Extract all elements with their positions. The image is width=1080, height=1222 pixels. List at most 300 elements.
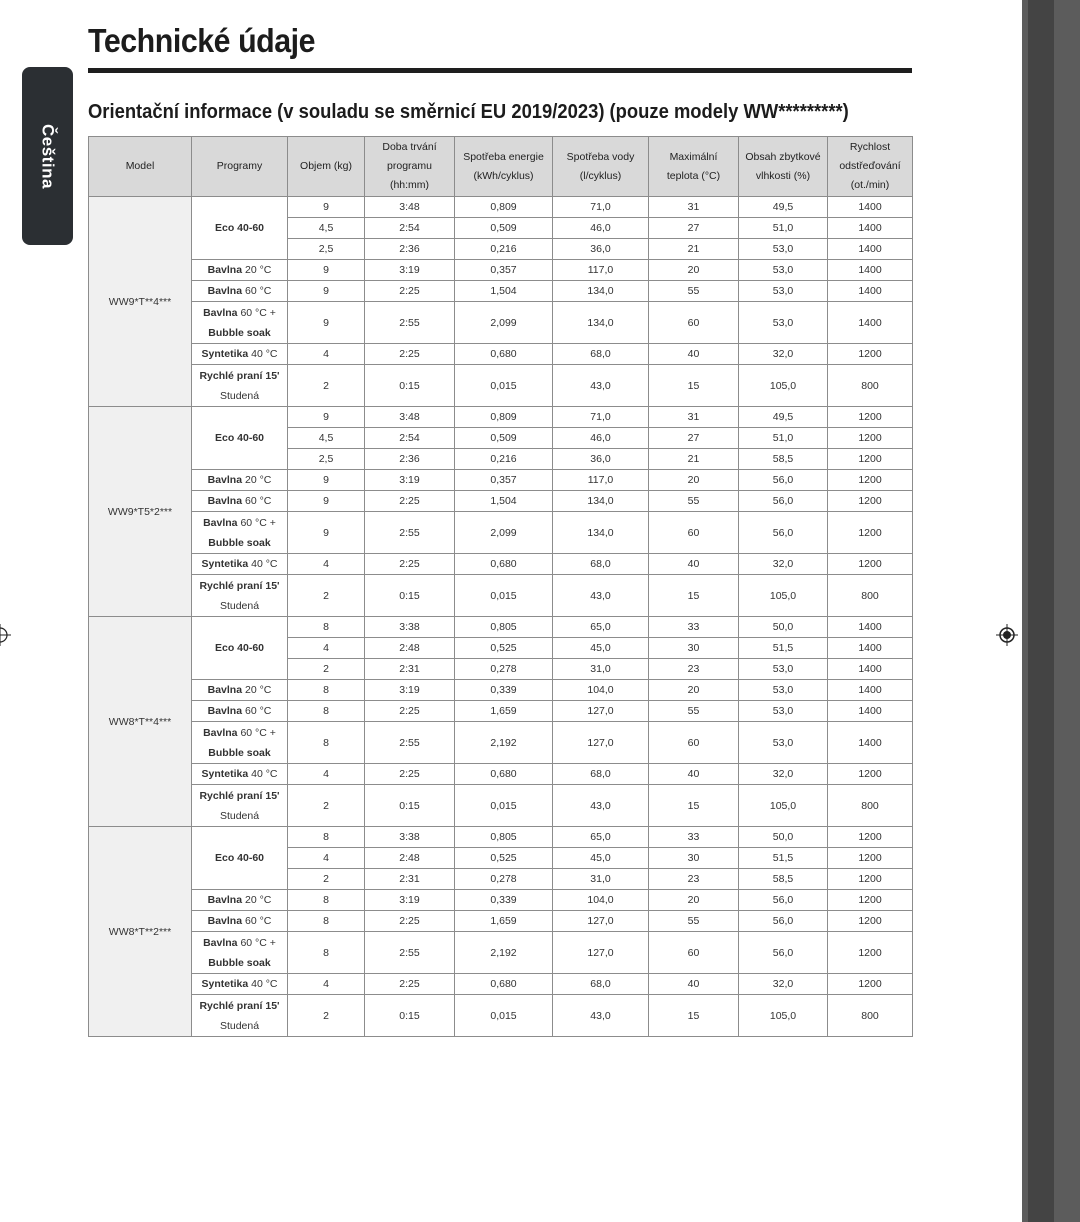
cell-temp: 15 [649, 575, 739, 617]
program-text: 60 °C + [240, 726, 276, 739]
cell-energy: 0,015 [455, 365, 553, 407]
cell-dur: 2:48 [365, 848, 455, 869]
program-cell-synthetic [192, 344, 288, 365]
cell-moist: 53,0 [739, 239, 828, 260]
cell-temp: 55 [649, 911, 739, 932]
cell-dur: 2:55 [365, 722, 455, 764]
section-subtitle: Orientační informace (v souladu se směrnicí EU 2019/2023) (pouze modely WW*********) [88, 101, 849, 123]
program-cell-cotton20 [192, 680, 288, 701]
table-row [89, 764, 913, 785]
cell-energy: 0,339 [455, 890, 553, 911]
cell-moist: 58,5 [739, 869, 828, 890]
cell-spin: 1200 [828, 890, 913, 911]
program-text: Bubble soak [208, 536, 271, 549]
cell-energy: 0,278 [455, 869, 553, 890]
table-row [89, 932, 913, 974]
cell-moist: 53,0 [739, 302, 828, 344]
program-text: 40 °C [251, 348, 278, 360]
cell-moist: 53,0 [739, 281, 828, 302]
program-text: Rychlé praní 15' [199, 579, 280, 592]
cell-spin: 1200 [828, 848, 913, 869]
cell-dur: 0:15 [365, 575, 455, 617]
cell-dur: 2:25 [365, 554, 455, 575]
cell-dur: 3:38 [365, 617, 455, 638]
cell-moist: 32,0 [739, 974, 828, 995]
cell-water: 134,0 [553, 512, 649, 554]
cell-temp: 30 [649, 848, 739, 869]
cell-energy: 0,680 [455, 974, 553, 995]
cell-temp: 30 [649, 638, 739, 659]
cell-temp: 15 [649, 365, 739, 407]
cell-water: 46,0 [553, 218, 649, 239]
cell-dur: 3:19 [365, 890, 455, 911]
cell-temp: 33 [649, 617, 739, 638]
cell-spin: 1200 [828, 911, 913, 932]
cell-temp: 40 [649, 974, 739, 995]
cell-energy: 0,278 [455, 659, 553, 680]
registration-mark-icon [0, 624, 11, 646]
model-cell [89, 827, 192, 1037]
cell-spin: 800 [828, 575, 913, 617]
cell-vol: 2 [288, 659, 365, 680]
program-cell-cotton60 [192, 911, 288, 932]
cell-dur: 2:25 [365, 974, 455, 995]
cell-dur: 3:19 [365, 680, 455, 701]
cell-water: 31,0 [553, 659, 649, 680]
cell-vol: 4 [288, 554, 365, 575]
program-text: WW9*T5*2*** [107, 505, 173, 518]
program-text: Bavlna [207, 474, 243, 486]
program-text: Eco 40-60 [214, 642, 265, 654]
cell-energy: 0,509 [455, 218, 553, 239]
cell-vol: 9 [288, 470, 365, 491]
program-text: Syntetika [201, 348, 249, 360]
table-row [89, 911, 913, 932]
program-text: 60 °C [244, 915, 272, 927]
cell-energy: 1,504 [455, 491, 553, 512]
cell-temp: 31 [649, 407, 739, 428]
cell-spin: 800 [828, 995, 913, 1037]
cell-vol: 8 [288, 701, 365, 722]
cell-water: 36,0 [553, 239, 649, 260]
program-text: Studená [219, 809, 260, 822]
cell-temp: 15 [649, 995, 739, 1037]
header-max-temp: Maximální teplota (°C) [649, 137, 739, 197]
program-text: Rychlé praní 15' [199, 789, 280, 802]
cell-temp: 40 [649, 764, 739, 785]
table-body [89, 197, 913, 1037]
program-text: WW8*T**4*** [108, 715, 172, 728]
cell-energy: 1,659 [455, 911, 553, 932]
table-row [89, 995, 913, 1037]
cell-vol: 8 [288, 722, 365, 764]
program-text: Bavlna [203, 516, 238, 529]
cell-vol: 9 [288, 491, 365, 512]
program-cell-cotton60 [192, 491, 288, 512]
program-text: Bavlna [207, 684, 243, 696]
table-row [89, 365, 913, 407]
cell-moist: 53,0 [739, 659, 828, 680]
program-text: WW9*T**4*** [108, 295, 172, 308]
cell-temp: 15 [649, 785, 739, 827]
program-text: Bavlna [203, 936, 238, 949]
cell-dur: 2:25 [365, 281, 455, 302]
program-text: 20 °C [244, 684, 272, 696]
cell-temp: 31 [649, 197, 739, 218]
cell-dur: 2:55 [365, 932, 455, 974]
cell-energy: 0,216 [455, 239, 553, 260]
cell-water: 68,0 [553, 344, 649, 365]
cell-dur: 0:15 [365, 995, 455, 1037]
cell-energy: 1,659 [455, 701, 553, 722]
program-text: Studená [219, 389, 260, 402]
program-text: 60 °C + [240, 936, 276, 949]
cell-vol: 8 [288, 911, 365, 932]
cell-water: 31,0 [553, 869, 649, 890]
cell-water: 104,0 [553, 680, 649, 701]
cell-water: 127,0 [553, 701, 649, 722]
cell-water: 45,0 [553, 638, 649, 659]
table-row [89, 470, 913, 491]
program-text: 40 °C [251, 978, 278, 990]
header-energy: Spotřeba energie (kWh/cyklus) [455, 137, 553, 197]
model-cell [89, 407, 192, 617]
cell-spin: 1400 [828, 281, 913, 302]
cell-water: 71,0 [553, 197, 649, 218]
program-text: 60 °C + [240, 306, 276, 319]
program-text: Bubble soak [208, 746, 271, 759]
cell-energy: 0,525 [455, 848, 553, 869]
cell-spin: 1400 [828, 197, 913, 218]
cell-water: 68,0 [553, 554, 649, 575]
cell-spin: 800 [828, 785, 913, 827]
program-text: Rychlé praní 15' [199, 999, 280, 1012]
cell-temp: 33 [649, 827, 739, 848]
header-duration: Doba trvání programu (hh:mm) [365, 137, 455, 197]
cell-temp: 21 [649, 239, 739, 260]
cell-vol: 2 [288, 995, 365, 1037]
cell-energy: 0,509 [455, 428, 553, 449]
cell-vol: 4,5 [288, 428, 365, 449]
cell-spin: 1200 [828, 869, 913, 890]
cell-energy: 0,680 [455, 554, 553, 575]
cell-water: 43,0 [553, 575, 649, 617]
cell-spin: 1400 [828, 701, 913, 722]
cell-vol: 4 [288, 848, 365, 869]
cell-energy: 1,504 [455, 281, 553, 302]
cell-spin: 1400 [828, 638, 913, 659]
cell-temp: 60 [649, 932, 739, 974]
cell-vol: 4,5 [288, 218, 365, 239]
cell-moist: 56,0 [739, 512, 828, 554]
cell-temp: 23 [649, 659, 739, 680]
cell-moist: 51,5 [739, 638, 828, 659]
cell-moist: 51,0 [739, 218, 828, 239]
program-text: Eco 40-60 [214, 222, 265, 234]
program-text: Bavlna [203, 306, 238, 319]
program-cell-synthetic [192, 974, 288, 995]
cell-temp: 23 [649, 869, 739, 890]
table-row [89, 512, 913, 554]
cell-temp: 27 [649, 428, 739, 449]
program-text: Eco 40-60 [214, 432, 265, 444]
cell-vol: 2 [288, 785, 365, 827]
table-row [89, 722, 913, 764]
cell-spin: 1200 [828, 827, 913, 848]
cell-water: 68,0 [553, 974, 649, 995]
cell-dur: 2:25 [365, 344, 455, 365]
cell-temp: 60 [649, 512, 739, 554]
program-text: Bavlna [207, 264, 243, 276]
cell-water: 117,0 [553, 470, 649, 491]
cell-energy: 2,192 [455, 932, 553, 974]
cell-moist: 49,5 [739, 407, 828, 428]
table-row [89, 575, 913, 617]
table-row [89, 554, 913, 575]
program-cell-cotton60-bubble [192, 932, 288, 974]
cell-temp: 60 [649, 302, 739, 344]
cell-temp: 20 [649, 470, 739, 491]
cell-energy: 0,525 [455, 638, 553, 659]
cell-spin: 1400 [828, 239, 913, 260]
program-text: Bubble soak [208, 956, 271, 969]
program-cell-cotton20 [192, 260, 288, 281]
program-text: Bubble soak [208, 326, 271, 339]
cell-spin: 1400 [828, 302, 913, 344]
cell-dur: 2:54 [365, 218, 455, 239]
cell-dur: 2:31 [365, 869, 455, 890]
cell-water: 127,0 [553, 911, 649, 932]
cell-dur: 2:36 [365, 239, 455, 260]
cell-water: 65,0 [553, 827, 649, 848]
cell-dur: 2:54 [365, 428, 455, 449]
cell-spin: 1400 [828, 659, 913, 680]
cell-moist: 51,5 [739, 848, 828, 869]
program-cell-cotton60-bubble [192, 302, 288, 344]
cell-moist: 105,0 [739, 785, 828, 827]
program-text: 20 °C [244, 894, 272, 906]
model-cell [89, 197, 192, 407]
program-text: Bavlna [207, 285, 243, 297]
cell-moist: 51,0 [739, 428, 828, 449]
cell-moist: 32,0 [739, 344, 828, 365]
program-cell-quick [192, 995, 288, 1037]
cell-water: 117,0 [553, 260, 649, 281]
cell-vol: 8 [288, 680, 365, 701]
cell-spin: 1400 [828, 680, 913, 701]
cell-energy: 0,357 [455, 470, 553, 491]
program-cell-eco [192, 827, 288, 890]
program-cell-eco [192, 617, 288, 680]
cell-energy: 0,680 [455, 344, 553, 365]
program-text: Bavlna [207, 495, 243, 507]
table-row [89, 890, 913, 911]
cell-vol: 8 [288, 827, 365, 848]
cell-moist: 105,0 [739, 365, 828, 407]
cell-energy: 0,805 [455, 827, 553, 848]
cell-spin: 1200 [828, 428, 913, 449]
cell-spin: 1400 [828, 218, 913, 239]
program-text: 60 °C [244, 705, 272, 717]
cell-vol: 2 [288, 365, 365, 407]
cell-water: 127,0 [553, 722, 649, 764]
program-cell-cotton60-bubble [192, 512, 288, 554]
program-text: 20 °C [244, 264, 272, 276]
cell-vol: 8 [288, 890, 365, 911]
cell-spin: 1200 [828, 491, 913, 512]
title-divider [88, 68, 912, 73]
language-tab [22, 67, 73, 245]
cell-moist: 50,0 [739, 827, 828, 848]
cell-spin: 1200 [828, 554, 913, 575]
cell-dur: 3:48 [365, 407, 455, 428]
page-edge-strip [1022, 0, 1080, 1222]
cell-temp: 20 [649, 680, 739, 701]
cell-energy: 0,015 [455, 575, 553, 617]
program-text: Studená [219, 599, 260, 612]
table-row [89, 827, 913, 848]
cell-spin: 1200 [828, 764, 913, 785]
spec-table [88, 136, 913, 1037]
language-tab-label: Čeština [38, 123, 58, 189]
cell-energy: 0,809 [455, 197, 553, 218]
cell-spin: 1200 [828, 512, 913, 554]
table-row [89, 680, 913, 701]
program-text: Rychlé praní 15' [199, 369, 280, 382]
program-text: 60 °C + [240, 516, 276, 529]
program-cell-cotton20 [192, 470, 288, 491]
cell-water: 43,0 [553, 785, 649, 827]
cell-moist: 32,0 [739, 764, 828, 785]
cell-moist: 53,0 [739, 722, 828, 764]
cell-spin: 1200 [828, 407, 913, 428]
program-text: Bavlna [207, 705, 243, 717]
cell-vol: 4 [288, 638, 365, 659]
cell-temp: 55 [649, 281, 739, 302]
cell-water: 46,0 [553, 428, 649, 449]
cell-temp: 20 [649, 890, 739, 911]
cell-water: 36,0 [553, 449, 649, 470]
cell-temp: 21 [649, 449, 739, 470]
header-moisture: Obsah zbytkové vlhkosti (%) [739, 137, 828, 197]
table-row [89, 491, 913, 512]
table-header-row [89, 137, 913, 197]
program-text: 60 °C [244, 495, 272, 507]
cell-energy: 0,357 [455, 260, 553, 281]
cell-water: 127,0 [553, 932, 649, 974]
cell-energy: 2,099 [455, 302, 553, 344]
cell-vol: 2 [288, 869, 365, 890]
table-row [89, 974, 913, 995]
cell-vol: 9 [288, 281, 365, 302]
cell-moist: 105,0 [739, 575, 828, 617]
program-cell-quick [192, 365, 288, 407]
cell-temp: 55 [649, 701, 739, 722]
program-cell-synthetic [192, 764, 288, 785]
program-cell-cotton20 [192, 890, 288, 911]
cell-moist: 56,0 [739, 491, 828, 512]
cell-moist: 32,0 [739, 554, 828, 575]
table-row [89, 701, 913, 722]
header-spin: Rychlost odstřeďování (ot./min) [828, 137, 913, 197]
header-programs: Programy [192, 137, 288, 197]
cell-water: 134,0 [553, 491, 649, 512]
table-row [89, 344, 913, 365]
cell-moist: 53,0 [739, 260, 828, 281]
program-cell-eco [192, 407, 288, 470]
registration-mark-icon [996, 624, 1018, 646]
program-cell-eco [192, 197, 288, 260]
program-text: 60 °C [244, 285, 272, 297]
cell-energy: 0,015 [455, 785, 553, 827]
cell-spin: 1200 [828, 932, 913, 974]
cell-energy: 0,809 [455, 407, 553, 428]
cell-moist: 56,0 [739, 470, 828, 491]
cell-dur: 2:55 [365, 302, 455, 344]
table-row [89, 407, 913, 428]
model-cell [89, 617, 192, 827]
program-text: WW8*T**2*** [108, 925, 172, 938]
cell-vol: 4 [288, 974, 365, 995]
cell-water: 71,0 [553, 407, 649, 428]
cell-water: 43,0 [553, 365, 649, 407]
cell-dur: 2:25 [365, 911, 455, 932]
cell-dur: 3:19 [365, 470, 455, 491]
cell-vol: 2,5 [288, 239, 365, 260]
program-text: Syntetika [201, 558, 249, 570]
cell-energy: 2,192 [455, 722, 553, 764]
program-text: Bavlna [203, 726, 238, 739]
cell-temp: 27 [649, 218, 739, 239]
cell-vol: 4 [288, 764, 365, 785]
cell-vol: 9 [288, 407, 365, 428]
cell-dur: 3:38 [365, 827, 455, 848]
cell-vol: 8 [288, 932, 365, 974]
cell-dur: 3:48 [365, 197, 455, 218]
cell-dur: 2:48 [365, 638, 455, 659]
program-text: Syntetika [201, 978, 249, 990]
cell-spin: 1400 [828, 260, 913, 281]
cell-water: 68,0 [553, 764, 649, 785]
program-text: Studená [219, 1019, 260, 1032]
cell-energy: 0,339 [455, 680, 553, 701]
cell-temp: 40 [649, 344, 739, 365]
cell-water: 43,0 [553, 995, 649, 1037]
cell-moist: 56,0 [739, 932, 828, 974]
table-row [89, 197, 913, 218]
cell-temp: 20 [649, 260, 739, 281]
header-model: Model [89, 137, 192, 197]
header-volume: Objem (kg) [288, 137, 365, 197]
cell-temp: 60 [649, 722, 739, 764]
cell-vol: 9 [288, 302, 365, 344]
cell-vol: 4 [288, 344, 365, 365]
cell-spin: 1400 [828, 722, 913, 764]
cell-vol: 9 [288, 260, 365, 281]
program-text: Syntetika [201, 768, 249, 780]
cell-moist: 53,0 [739, 701, 828, 722]
cell-moist: 56,0 [739, 911, 828, 932]
program-text: Bavlna [207, 915, 243, 927]
program-text: Eco 40-60 [214, 852, 265, 864]
cell-water: 45,0 [553, 848, 649, 869]
program-text: 20 °C [244, 474, 272, 486]
cell-temp: 40 [649, 554, 739, 575]
cell-energy: 2,099 [455, 512, 553, 554]
table-row [89, 260, 913, 281]
cell-dur: 2:25 [365, 491, 455, 512]
cell-spin: 1200 [828, 449, 913, 470]
